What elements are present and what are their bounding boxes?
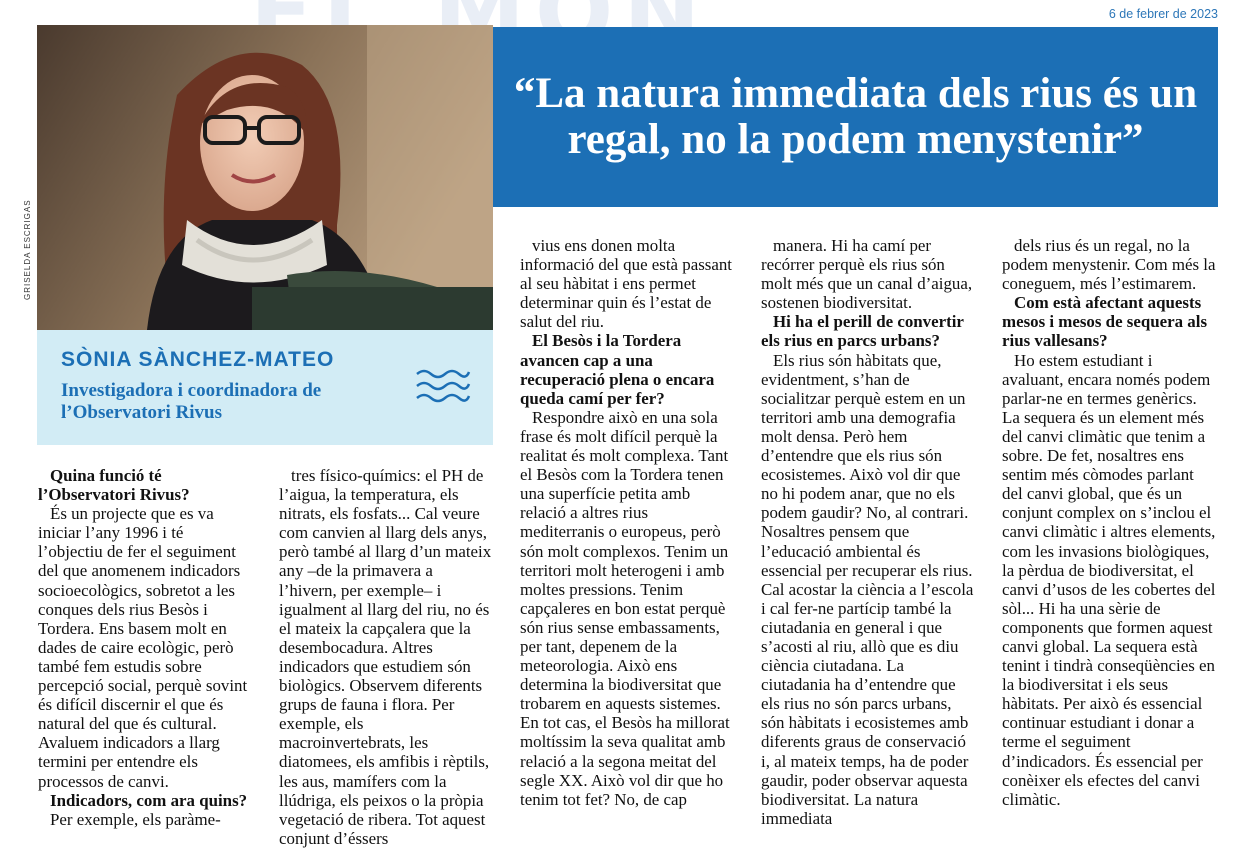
article-column-3 xyxy=(520,236,734,809)
portrait-illustration xyxy=(37,25,493,330)
interviewee-name: SÒNIA SÀNCHEZ-MATEO xyxy=(61,348,335,371)
interview-question: Hi ha el perill de convertir els rius en parcs urbans? xyxy=(761,312,964,351)
photo-credit: GRISELDA ESCRIGAS xyxy=(23,199,32,300)
interview-answer: vius ens donen molta informació del que està passant al seu hàbitat i ens permet determinar quin és l’estat de salut del riu. xyxy=(520,236,732,332)
waves-icon xyxy=(415,366,471,406)
interview-answer: Per exemple, els paràme- xyxy=(50,809,221,829)
headline: “La natura immediata dels rius és un regal, no la podem menystenir” xyxy=(513,70,1198,163)
article-column-1 xyxy=(38,466,252,829)
interview-answer: manera. Hi ha camí per recórrer perquè els rius són molt més que un canal d’aigua, sostenen biodiversitat. xyxy=(761,236,973,313)
issue-date: 6 de febrer de 2023 xyxy=(1108,7,1218,21)
interview-question: Indicadors, com ara quins? xyxy=(50,790,248,810)
interview-answer: Els rius són hàbitats que, evidentment, s’han de socialitzar perquè estem en un territori amb una demografia molt densa. Però hem d’entendre que els rius són ecosistemes. Això vol dir que no hi podem anar, que no els podem gaudir? No, al contrari. Nosaltres pensem que l’educació ambiental és essencial per recuperar els rius. Cal acostar la ciència a l’escola i cal fer-ne partícip també la ciutadania en general i que s’acosti al riu, allò que es diu ciència ciutadana. La ciutadania ha d’entendre que els rius no són parcs urbans, són hàbitats i ecosistemes amb diferents graus de conservació i, al mateix temps, ha de poder gaudir, poder observar aquesta biodiversitat. La natura immediata xyxy=(761,350,974,828)
interview-question: El Besòs i la Tordera avancen cap a una recuperació plena o encara queda camí per fer? xyxy=(520,331,715,408)
interview-answer: Ho estem estudiant i avaluant, encara només podem parlar-ne en termes genèrics. La sequera és un element més del canvi climàtic que tenim a sobre. De fet, nosaltres ens sentim més còmodes parlant del canvi global, que és un conjunt complex on s’inclou el canvi climàtic i altres elements, com les invasions biològiques, la pèrdua de biodiversitat, el canvi d’usos de les cobertes del sòl... Hi ha una sèrie de components que formen aquest canvi global. La sequera està tenint i tindrà conseqüències en la biodiversitat i els seus hàbitats. Per això és essencial continuar estudiant i donar a terme el seguiment d’indicadors. És essencial per conèixer els efectes del canvi climàtic. xyxy=(1002,350,1216,809)
interview-answer: Respondre això en una sola frase és molt difícil perquè la realitat és molt complexa. Tant el Besòs com la Tordera tenen una superfície petita amb relació a altres rius mediterranis o europeus, però són molt complexos. Tenim un territori molt heterogeni i amb moltes pressions. Tenim capçaleres en bon estat perquè són rius sense embassaments, per tant, depenem de la meteorologia. Això ens determina la biodiversitat que trobarem en aquests sistemes. En tot cas, el Besòs ha millorat moltíssim la seva qualitat amb relació a la segona meitat del segle XX. Això vol dir que ho tenim tot fet? No, de cap xyxy=(520,407,730,809)
portrait-photo xyxy=(37,25,493,330)
interview-question: Com està afectant aquests mesos i mesos de sequera als rius vallesans? xyxy=(1002,293,1208,351)
interviewee-role: Investigadora i coordinadora de l’Observatori Rivus xyxy=(61,380,322,423)
interview-question: Quina funció té l’Observatori Rivus? xyxy=(38,466,190,505)
article-column-2 xyxy=(279,466,493,848)
article-column-5 xyxy=(1002,236,1217,809)
interviewee-box xyxy=(37,330,493,445)
interview-answer: dels rius és un regal, no la podem menystenir. Com més la coneguem, més l’estimarem. xyxy=(1002,236,1216,294)
headline-box xyxy=(493,27,1218,207)
interview-answer: És un projecte que es va iniciar l’any 1996 i té l’objectiu de fer el seguiment del que anomenem indicadors socioecològics, sobretot a les conques dels rius Besòs i Tordera. Ens basem molt en dades de caire ecològic, però també fem estudis sobre percepció social, perquè sovint és difícil discernir el que és natural del que és cultural. Avaluem indicadors a llarg termini per entendre els processos de canvi. xyxy=(38,504,248,791)
article-column-4 xyxy=(761,236,975,828)
interview-answer: tres físico-químics: el PH de l’aigua, la temperatura, els nitrats, els fosfats... Cal veure com canvien al llarg dels anys, però també al llarg d’un mateix any –de la primavera a l’hivern, per exemple– i igualment al llarg del riu, no és el mateix la capçalera que la desembocadura. Altres indicadors que estudiem són biològics. Observem diferents grups de fauna i flora. Per exemple, els macroinvertebrats, les diatomees, els amfibis i rèptils, les aus, mamífers com la llúdriga, els peixos o la pròpia vegetació de ribera. Tot aquest conjunt d’éssers xyxy=(279,466,492,848)
